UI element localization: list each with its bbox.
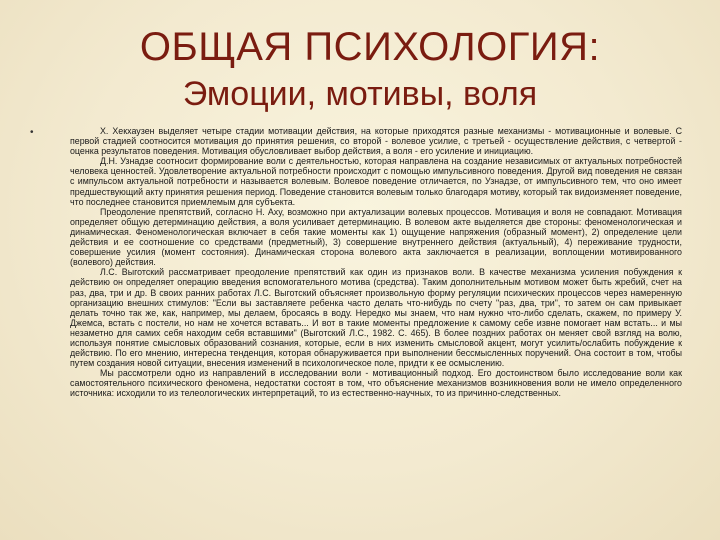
paragraph-vygotsky: Л.С. Выготский рассматривает преодоление препятствий как один из признаков воли. В качестве механизма усиления побуждения к действию он определяет операцию введения вспомогательного мотива (средства). Таким дополнительным мотивом может быть жребий, счет на раз, два, три и др. В своих ранних работах Л.С. Выготский объясняет произвольную форму регуляции психических процессов через намеренную организацию внешних стимулов: "Если вы заставляете ребенка часто делать что-нибудь по счету "раз, два, три", то затем он сам привыкает делать точно так же, как, например, мы делаем, бросаясь в воду. Нередко мы знаем, что нам нужно что-либо сделать, скажем, по примеру У. Джемса, встать с постели, но нам не хочется вставать... И вот в такие моменты предложение к самому себе извне помогает нам встать... и мы незаметно для самих себя находим себя вставшими" (Выготский Л.С., 1982. С. 465). В более поздних работах он меняет свой взгляд на волю, используя понятие смысловых образований сознания, которые, если в них изменить смысловой акцент, могут усилить/ослабить побуждение к действию. По его мнению, интересна тенденция, которая обнаруживается при выполнении бессмысленных поручений. Она состоит в том, чтобы путем создания новой ситуации, внесения изменений в психологическое поле, придти к ее осмыслению. [70,267,682,369]
bullet-marker: • [30,127,34,138]
paragraph-ach: Преодоление препятствий, согласно Н. Аху, возможно при актуализации волевых процессов. Мотивация и воля не совпадают. Мотивация определяет общую детерминацию действия, а воля усиливает детерминацию. В волевом акте выделяется две стороны: феноменологическая и динамическая. Феноменологическая включает в себя такие моменты как 1) ощущение напряжения (образный момент), 2) определение цели действия и ее соотношение со средствами (предметный), 3) совершение внутреннего действия (актуальный), 4) переживание трудности, совершение усилия (момент состояния). Динамическая сторона волевого акта заключается в реализации, воплощении мотивированного (волевого) действия. [70,206,682,268]
paragraph-conclusion: Мы рассмотрели одно из направлений в исследовании воли - мотивационный подход. Его достоинством было исследование воли как самостоятельного психического феномена, недостатки состоят в том, что объяснение механизмов возникновения воли не имело определенного источника: исходили то из телеологических интерпретаций, то из естественно-научных, то из причинно-следственных. [70,368,682,399]
slide-subtitle: Эмоции, мотивы, воля [182,75,538,113]
slide-body-text [70,126,682,399]
paragraph-heckhausen: Х. Хекхаузен выделяет четыре стадии мотивации действия, на которые приходятся разные механизмы - мотивационные и волевые. С первой стадией соотносится мотивация до принятия решения, со второй - волевое усилие, с третьей - осуществление действия, с четвертой - оценка результатов поведения. Мотивация обусловливает выбор действия, а воля - его усиление и инициацию. [70,126,682,157]
slide-title: ОБЩАЯ ПСИХОЛОГИЯ: [139,25,601,69]
paragraph-uznadze: Д.Н. Узнадзе соотносит формирование воли с деятельностью, которая направлена на создание независимых от актуальных потребностей человека ценностей. Удовлетворение актуальной потребности происходит с помощью импульсивного поведения. Другой вид поведения не связан с импульсом актуальной потребности и называется волевым. Волевое поведение отличается, по Узнадзе, от импульсивного тем, что оно имеет предшествующий акту принятия решения период. Поведение становится волевым только благодаря мотиву, который так видоизменяет поведение, что последнее становится приемлемым для субъекта. [70,156,682,207]
